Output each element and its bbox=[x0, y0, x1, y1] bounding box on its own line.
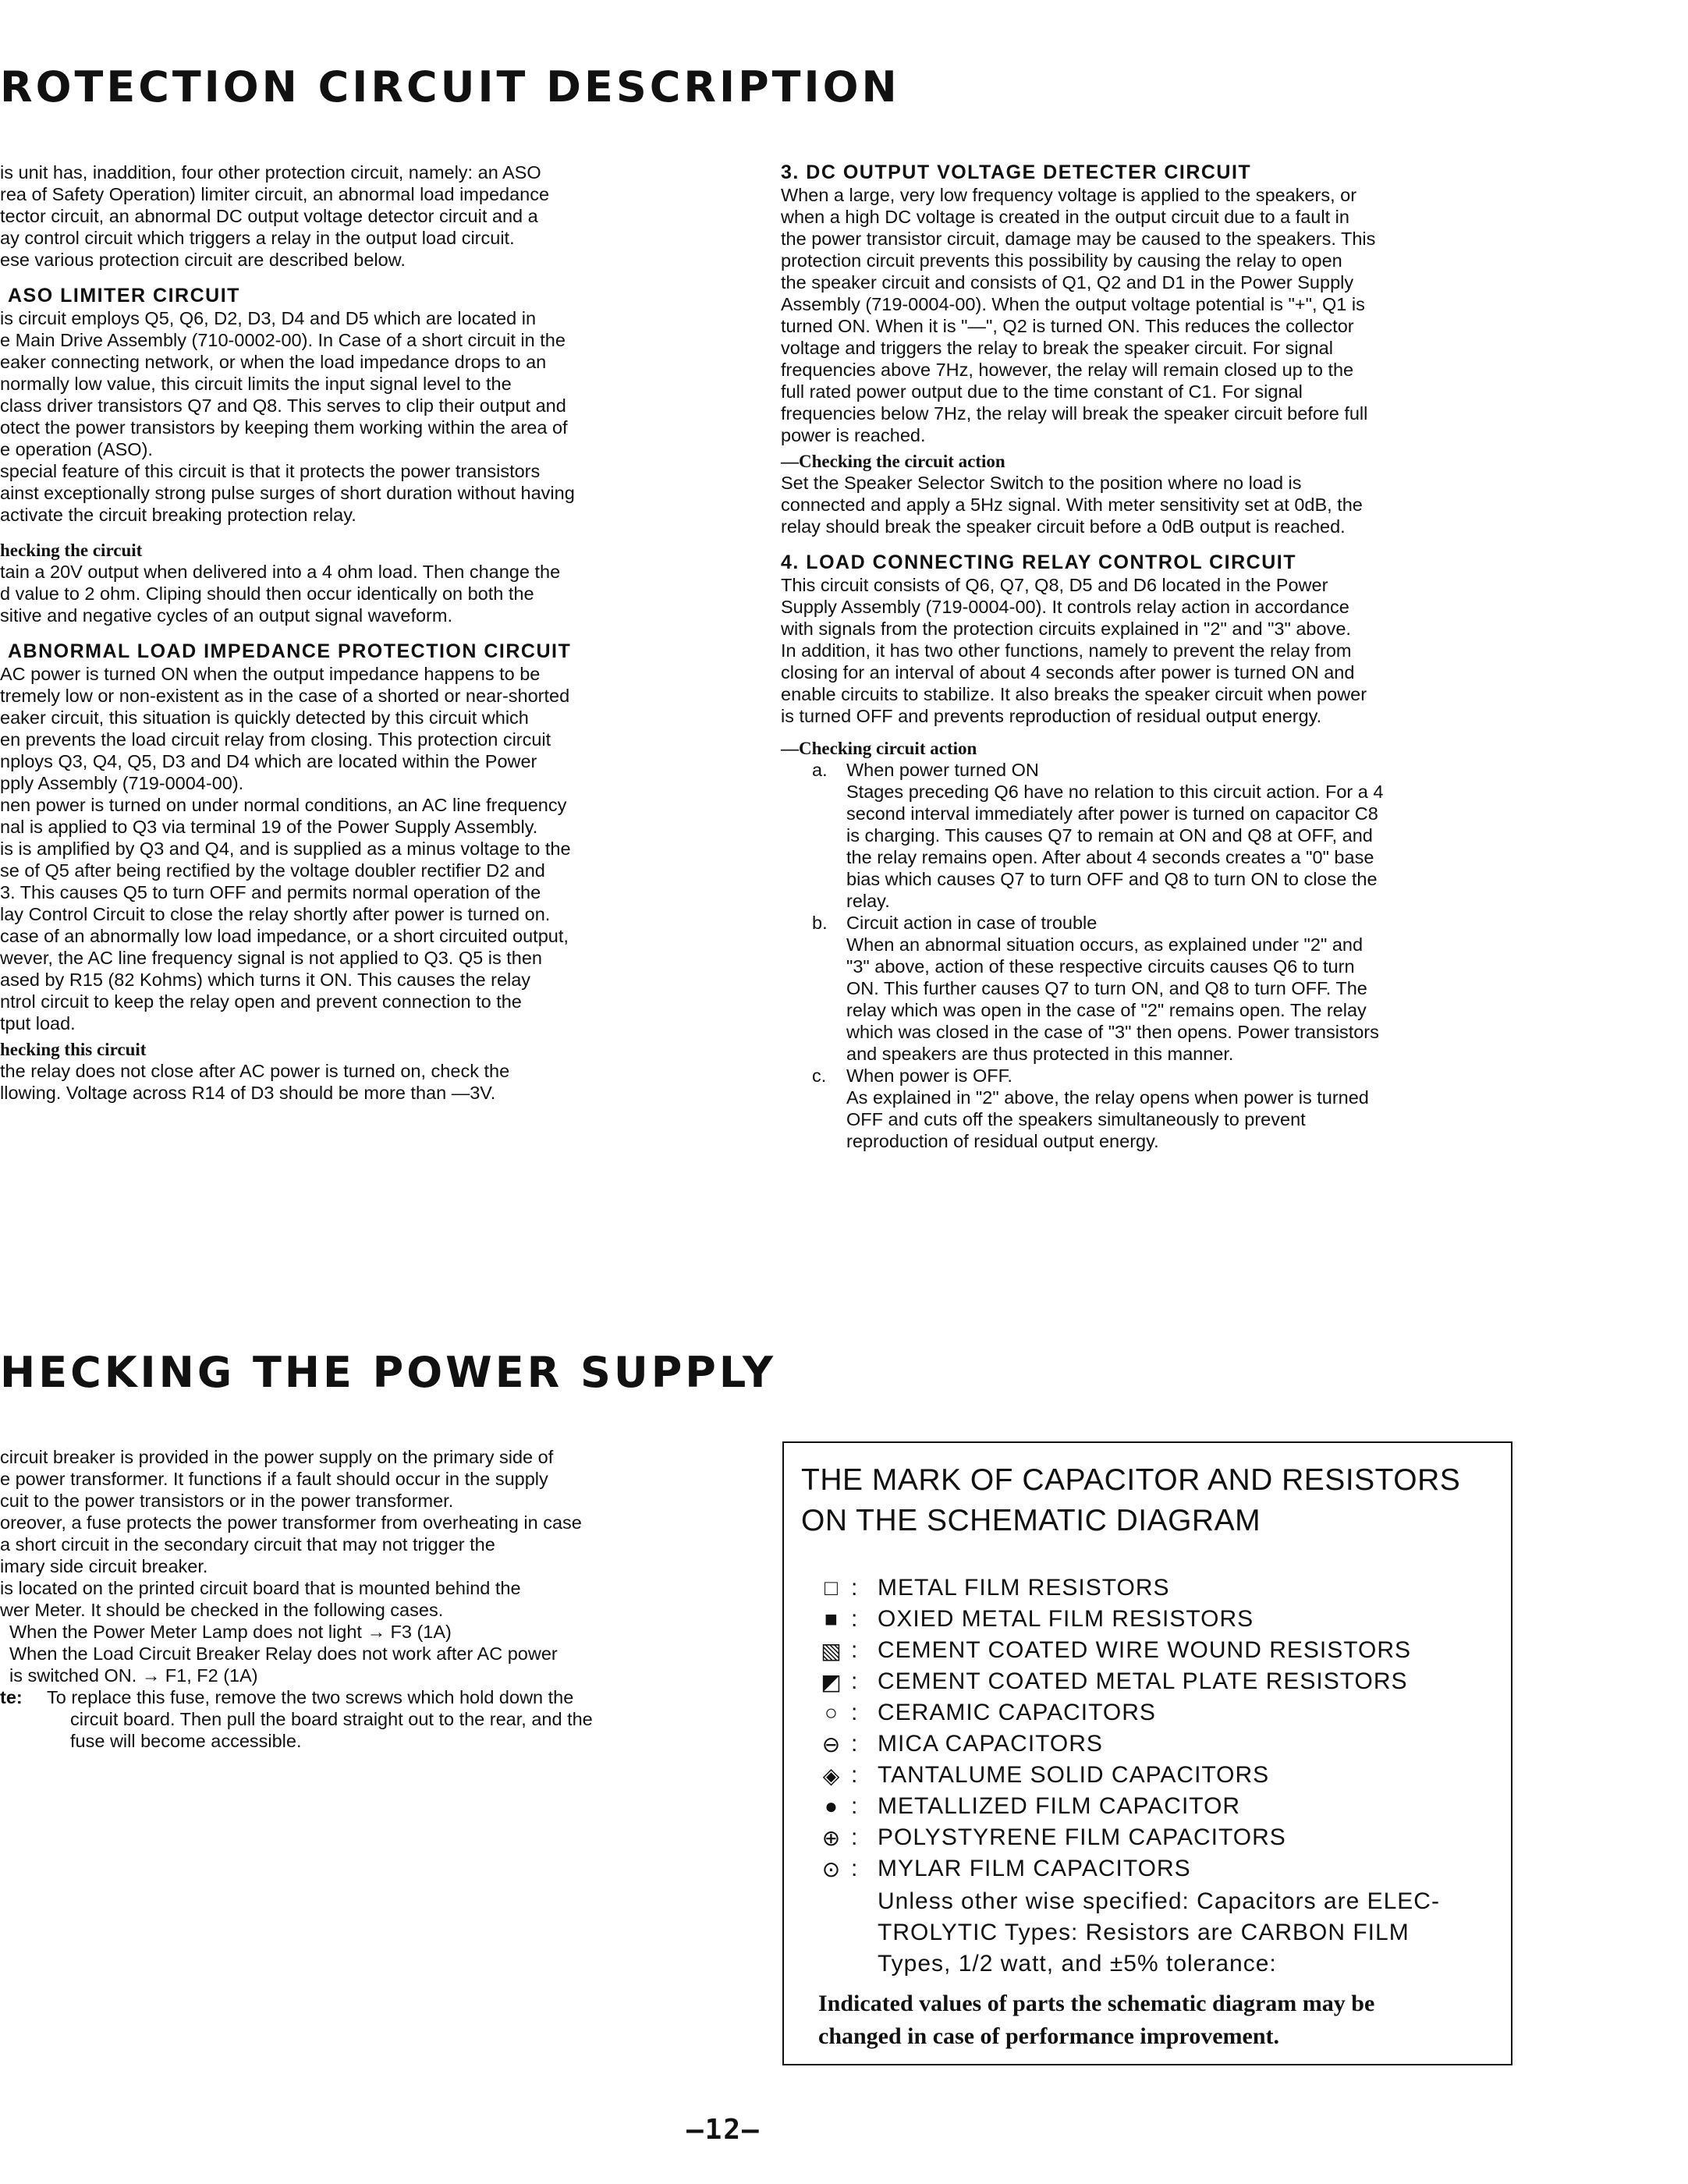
text-line: the relay remains open. After about 4 seconds creates a "0" base bbox=[846, 847, 1374, 867]
legend-label: METALLIZED FILM CAPACITOR bbox=[878, 1793, 1241, 1819]
text-line: Unless other wise specified: Capacitors are ELEC- bbox=[878, 1888, 1440, 1914]
text-line: When a large, very low frequency voltage is applied to the speakers, or bbox=[781, 185, 1357, 205]
text-line: full rated power output due to the time constant of C1. For signal bbox=[781, 381, 1303, 402]
text-line: "3" above, action of these respective circuits causes Q6 to turn bbox=[846, 956, 1355, 977]
protection-heading: ROTECTION CIRCUIT DESCRIPTION bbox=[0, 62, 900, 112]
metal-film-resistor-icon: □ bbox=[824, 1576, 839, 1600]
text-line: wer Meter. It should be checked in the following cases. bbox=[0, 1600, 444, 1620]
text-line: Stages preceding Q6 have no relation to this circuit action. For a 4 bbox=[846, 782, 1384, 802]
legend-item: □ : METAL FILM RESISTORS bbox=[812, 1572, 1411, 1604]
text-line: tector circuit, an abnormal DC output voltage detector circuit and a bbox=[0, 206, 538, 226]
text-line: cuit to the power transistors or in the power transformer. bbox=[0, 1491, 454, 1511]
text-line: the power transistor circuit, damage may be caused to the speakers. This bbox=[781, 229, 1376, 249]
tantalum-capacitor-icon: ◈ bbox=[822, 1763, 841, 1788]
text-line: Types, 1/2 watt, and ±5% tolerance: bbox=[878, 1951, 1277, 1977]
text-line: oreover, a fuse protects the power transformer from overheating in case bbox=[0, 1512, 582, 1533]
schematic-legend-box bbox=[782, 1441, 1512, 2065]
aso-check-heading: hecking the circuit bbox=[0, 541, 143, 560]
text-line: When the Load Circuit Breaker Relay does not work after AC power bbox=[9, 1643, 558, 1664]
text-line: which was closed in the case of "3" then opens. Power transistors bbox=[846, 1022, 1379, 1042]
text-line: As explained in "2" above, the relay opens when power is turned bbox=[846, 1087, 1369, 1108]
text-line: a short circuit in the secondary circuit that may not trigger the bbox=[0, 1534, 495, 1555]
text-line: wever, the AC line frequency signal is not applied to Q3. Q5 is then bbox=[0, 948, 542, 968]
text-line: When the Power Meter Lamp does not light → F3 (1A) bbox=[9, 1622, 452, 1642]
text-line: ON. This further causes Q7 to turn ON, and Q8 to turn OFF. The bbox=[846, 978, 1367, 998]
metallized-film-capacitor-icon: ● bbox=[824, 1794, 839, 1818]
text-line: nen power is turned on under normal conditions, an AC line frequency bbox=[0, 795, 567, 815]
legend-label: CEMENT COATED METAL PLATE RESISTORS bbox=[878, 1668, 1408, 1694]
text-line: AC power is turned ON when the output impedance happens to be bbox=[0, 664, 541, 684]
load-check-body bbox=[0, 1060, 686, 1104]
text-line: relay should break the speaker circuit before a 0dB output is reached. bbox=[781, 516, 1346, 537]
text-line: otect the power transistors by keeping them working within the area of bbox=[0, 417, 568, 438]
legend-item: ○ : CERAMIC CAPACITORS bbox=[812, 1697, 1411, 1728]
text-line: en prevents the load circuit relay from closing. This protection circuit bbox=[0, 729, 551, 750]
list-marker: c. bbox=[812, 1065, 827, 1086]
text-line: is unit has, inaddition, four other protection circuit, namely: an ASO bbox=[0, 162, 541, 183]
text-line: protection circuit prevents this possibility by causing the relay to open bbox=[781, 250, 1342, 271]
text-line: lay Control Circuit to close the relay shortly after power is turned on. bbox=[0, 904, 551, 924]
text-line: is circuit employs Q5, Q6, D2, D3, D4 and D5 which are located in bbox=[0, 308, 537, 328]
dc-check-heading: —Checking the circuit action bbox=[781, 452, 1005, 471]
legend-title-line1: THE MARK OF CAPACITOR AND RESISTORS bbox=[801, 1463, 1461, 1497]
aso-check-body bbox=[0, 561, 686, 626]
text-line: is is amplified by Q3 and Q4, and is supplied as a minus voltage to the bbox=[0, 838, 571, 859]
legend-label: POLYSTYRENE FILM CAPACITORS bbox=[878, 1824, 1286, 1850]
list-item bbox=[781, 759, 1506, 912]
text-line: nploys Q3, Q4, Q5, D3 and D4 which are located within the Power bbox=[0, 751, 537, 771]
relay-control-body bbox=[781, 574, 1506, 727]
text-line: This circuit consists of Q6, Q7, Q8, D5 and D6 located in the Power bbox=[781, 575, 1328, 595]
text-line: is turned OFF and prevents reproduction of residual output energy. bbox=[781, 706, 1322, 726]
list-item-title: When power turned ON bbox=[846, 760, 1039, 780]
ceramic-capacitor-icon: ○ bbox=[824, 1700, 839, 1725]
text-line: rea of Safety Operation) limiter circuit, an abnormal load impedance bbox=[0, 184, 550, 204]
text-line: is charging. This causes Q7 to remain at ON and Q8 at OFF, and bbox=[846, 825, 1373, 846]
text-line: imary side circuit breaker. bbox=[0, 1556, 208, 1576]
text-line: normally low value, this circuit limits the input signal level to the bbox=[0, 374, 512, 394]
text-line: Set the Speaker Selector Switch to the position where no load is bbox=[781, 473, 1302, 493]
text-line: e Main Drive Assembly (710-0002-00). In Case of a short circuit in the bbox=[0, 330, 566, 350]
relay-control-heading: 4. LOAD CONNECTING RELAY CONTROL CIRCUIT bbox=[781, 551, 1296, 573]
relay-check-heading: —Checking circuit action bbox=[781, 739, 977, 758]
legend-label: CEMENT COATED WIRE WOUND RESISTORS bbox=[878, 1637, 1412, 1663]
text-line: tput load. bbox=[0, 1013, 76, 1034]
text-line: eaker circuit, this situation is quickly detected by this circuit which bbox=[0, 707, 529, 728]
text-line: To replace this fuse, remove the two screws which hold down the bbox=[47, 1687, 574, 1707]
text-line: Assembly (719-0004-00). When the output voltage potential is "+", Q1 is bbox=[781, 294, 1365, 314]
text-line: e power transformer. It functions if a fault should occur in the supply bbox=[0, 1469, 548, 1489]
text-line: ese various protection circuit are described below. bbox=[0, 250, 406, 270]
legend-label: METAL FILM RESISTORS bbox=[878, 1575, 1170, 1601]
legend-bold-note bbox=[818, 1987, 1374, 2053]
text-line: ay control circuit which triggers a relay in the output load circuit. bbox=[0, 228, 515, 248]
text-line: ased by R15 (82 Kohms) which turns it ON. This causes the relay bbox=[0, 970, 531, 990]
text-line: d value to 2 ohm. Cliping should then occur identically on both the bbox=[0, 583, 534, 604]
oxide-metal-film-resistor-icon: ■ bbox=[824, 1607, 839, 1631]
legend-title-line2: ON THE SCHEMATIC DIAGRAM bbox=[801, 1504, 1261, 1537]
legend-item: ⊖ : MICA CAPACITORS bbox=[812, 1728, 1411, 1760]
list-marker: a. bbox=[812, 760, 828, 780]
text-line: activate the circuit breaking protection relay. bbox=[0, 505, 356, 525]
text-line: nal is applied to Q3 via terminal 19 of the Power Supply Assembly. bbox=[0, 817, 538, 837]
text-line: the relay does not close after AC power is turned on, check the bbox=[0, 1061, 510, 1081]
load-impedance-body bbox=[0, 663, 686, 1034]
text-line: e operation (ASO). bbox=[0, 439, 153, 459]
text-line: In addition, it has two other functions, namely to prevent the relay from bbox=[781, 640, 1352, 661]
legend-item: ◈ : TANTALUME SOLID CAPACITORS bbox=[812, 1760, 1411, 1791]
text-line: changed in case of performance improvement. bbox=[818, 2023, 1280, 2049]
text-line: bias which causes Q7 to turn OFF and Q8 to turn ON to close the bbox=[846, 869, 1378, 889]
text-line: eaker connecting network, or when the load impedance drops to an bbox=[0, 352, 547, 372]
note-label: te: bbox=[0, 1687, 23, 1707]
text-line: frequencies below 7Hz, the relay will break the speaker circuit before full bbox=[781, 403, 1368, 424]
text-line: relay which was open in the case of "2" remains open. The relay bbox=[846, 1000, 1367, 1020]
text-line: se of Q5 after being rectified by the voltage doubler rectifier D2 and bbox=[0, 860, 545, 881]
text-line: class driver transistors Q7 and Q8. This serves to clip their output and bbox=[0, 395, 566, 416]
text-line: second interval immediately after power is turned on capacitor C8 bbox=[846, 803, 1378, 824]
text-line: ainst exceptionally strong pulse surges of short duration without having bbox=[0, 483, 575, 503]
text-line: 3. This causes Q5 to turn OFF and permits normal operation of the bbox=[0, 882, 541, 902]
legend-label: MYLAR FILM CAPACITORS bbox=[878, 1856, 1191, 1881]
legend-item: ● : METALLIZED FILM CAPACITOR bbox=[812, 1791, 1411, 1822]
list-item bbox=[781, 1065, 1506, 1152]
text-line: turned ON. When it is "—", Q2 is turned ON. This reduces the collector bbox=[781, 316, 1354, 336]
load-impedance-heading: ABNORMAL LOAD IMPEDANCE PROTECTION CIRCUIT bbox=[8, 640, 572, 662]
aso-body bbox=[0, 307, 686, 526]
list-marker: b. bbox=[812, 913, 828, 933]
legend-label: OXIED METAL FILM RESISTORS bbox=[878, 1606, 1254, 1632]
text-line: voltage and triggers the relay to break the speaker circuit. For signal bbox=[781, 338, 1333, 358]
text-line: the speaker circuit and consists of Q1, Q2 and D1 in the Power Supply bbox=[781, 272, 1354, 292]
text-line: and speakers are thus protected in this manner. bbox=[846, 1044, 1234, 1064]
text-line: power is reached. bbox=[781, 425, 926, 445]
legend-item: ◩ : CEMENT COATED METAL PLATE RESISTORS bbox=[812, 1666, 1411, 1697]
text-line: when a high DC voltage is created in the output circuit due to a fault in bbox=[781, 207, 1349, 227]
legend-item: ▧ : CEMENT COATED WIRE WOUND RESISTORS bbox=[812, 1635, 1411, 1666]
text-line: closing for an interval of about 4 seconds after power is turned ON and bbox=[781, 662, 1355, 682]
polystyrene-capacitor-icon: ⊕ bbox=[821, 1825, 842, 1850]
legend-item: ■ : OXIED METAL FILM RESISTORS bbox=[812, 1604, 1411, 1635]
text-line: circuit breaker is provided in the power supply on the primary side of bbox=[0, 1447, 554, 1467]
legend-item: ⊙ : MYLAR FILM CAPACITORS bbox=[812, 1853, 1411, 1884]
text-line: sitive and negative cycles of an output signal waveform. bbox=[0, 605, 452, 626]
text-line: fuse will become accessible. bbox=[70, 1731, 302, 1751]
text-line: tain a 20V output when delivered into a 4 ohm load. Then change the bbox=[0, 562, 561, 582]
text-line: tremely low or non-existent as in the case of a shorted or near-shorted bbox=[0, 686, 570, 706]
right-column bbox=[781, 161, 1506, 1152]
text-line: is switched ON. → F1, F2 (1A) bbox=[9, 1665, 258, 1686]
metal-plate-resistor-icon: ◩ bbox=[821, 1669, 842, 1694]
power-supply-note bbox=[0, 1686, 702, 1752]
text-line: Indicated values of parts the schematic diagram may be bbox=[818, 1991, 1375, 2016]
dc-check-body bbox=[781, 472, 1506, 537]
legend-label: MICA CAPACITORS bbox=[878, 1731, 1103, 1757]
text-line: circuit board. Then pull the board straight out to the rear, and the bbox=[70, 1709, 593, 1729]
legend-label: TANTALUME SOLID CAPACITORS bbox=[878, 1762, 1270, 1788]
legend-label: CERAMIC CAPACITORS bbox=[878, 1700, 1156, 1725]
text-line: enable circuits to stabilize. It also breaks the speaker circuit when power bbox=[781, 684, 1367, 704]
mylar-capacitor-icon: ⊙ bbox=[821, 1856, 842, 1881]
text-line: OFF and cuts off the speakers simultaneously to prevent bbox=[846, 1109, 1306, 1129]
left-column bbox=[0, 161, 686, 1104]
wire-wound-resistor-icon: ▧ bbox=[821, 1638, 842, 1663]
text-line: is located on the printed circuit board that is mounted behind the bbox=[0, 1578, 521, 1598]
legend-list bbox=[812, 1572, 1411, 1884]
aso-heading: ASO LIMITER CIRCUIT bbox=[8, 285, 240, 307]
text-line: When an abnormal situation occurs, as explained under "2" and bbox=[846, 934, 1364, 955]
text-line: special feature of this circuit is that it protects the power transistors bbox=[0, 461, 541, 481]
intro-paragraph bbox=[0, 161, 686, 271]
power-supply-heading: HECKING THE POWER SUPPLY bbox=[0, 1348, 776, 1397]
page-number: —12— bbox=[686, 2114, 761, 2146]
text-line: frequencies above 7Hz, however, the relay will remain closed up to the bbox=[781, 360, 1354, 380]
text-line: reproduction of residual output energy. bbox=[846, 1131, 1159, 1151]
dc-output-body bbox=[781, 184, 1506, 446]
text-line: Supply Assembly (719-0004-00). It controls relay action in accordance bbox=[781, 597, 1349, 617]
dc-output-heading: 3. DC OUTPUT VOLTAGE DETECTER CIRCUIT bbox=[781, 161, 1252, 183]
legend-item: ⊕ : POLYSTYRENE FILM CAPACITORS bbox=[812, 1822, 1411, 1853]
list-item-title: When power is OFF. bbox=[846, 1065, 1012, 1086]
text-line: with signals from the protection circuits explained in "2" and "3" above. bbox=[781, 619, 1351, 639]
text-line: connected and apply a 5Hz signal. With meter sensitivity set at 0dB, the bbox=[781, 495, 1363, 515]
text-line: ntrol circuit to keep the relay open and prevent connection to the bbox=[0, 991, 522, 1012]
text-line: case of an abnormally low load impedance, or a short circuited output, bbox=[0, 926, 569, 946]
text-line: pply Assembly (719-0004-00). bbox=[0, 773, 244, 793]
load-check-heading: hecking this circuit bbox=[0, 1040, 147, 1059]
text-line: llowing. Voltage across R14 of D3 should be more than —3V. bbox=[0, 1083, 496, 1103]
legend-note bbox=[878, 1886, 1440, 1980]
mica-capacitor-icon: ⊖ bbox=[821, 1732, 842, 1757]
text-line: relay. bbox=[846, 891, 890, 911]
list-item bbox=[781, 912, 1506, 1065]
power-supply-section bbox=[0, 1446, 702, 1752]
list-item-title: Circuit action in case of trouble bbox=[846, 913, 1098, 933]
text-line: TROLYTIC Types: Resistors are CARBON FILM bbox=[878, 1920, 1410, 1945]
